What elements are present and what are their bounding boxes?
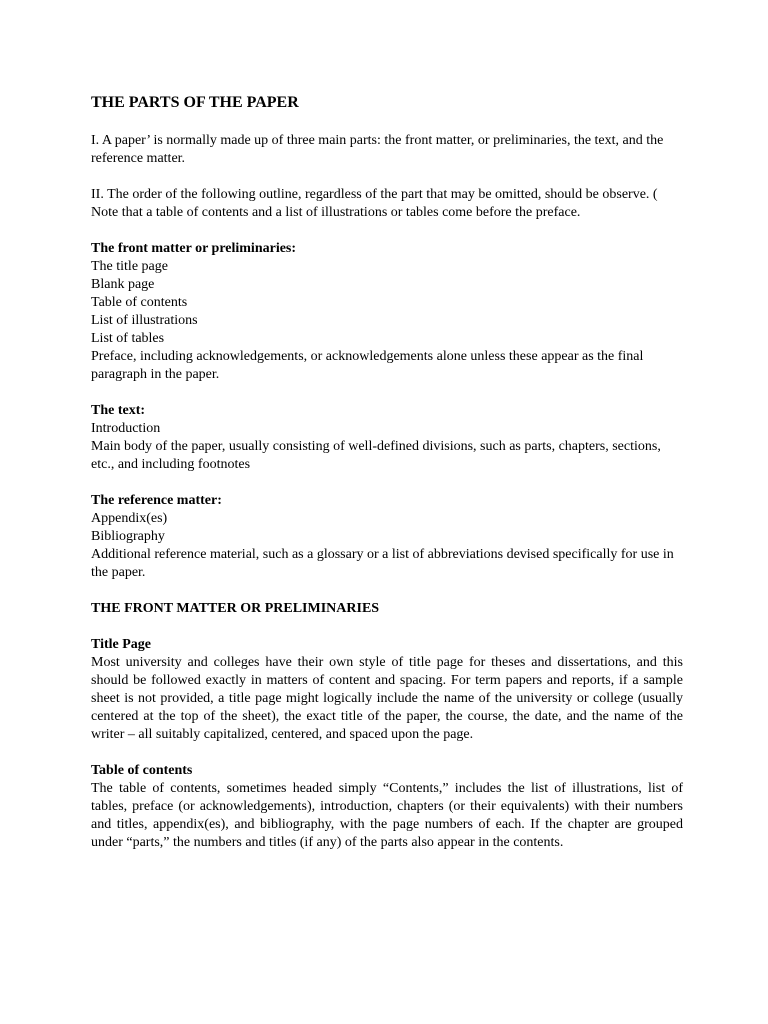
text-section-item: Main body of the paper, usually consisting of well-defined divisions, such as parts, chapters, sections, etc., and including footnotes [91,439,661,472]
title-page-section [91,636,683,744]
reference-matter-item: Bibliography [91,529,165,544]
front-matter-section [91,240,683,384]
table-of-contents-section [91,762,683,852]
reference-matter-section [91,492,683,582]
text-section [91,402,683,474]
front-matter-heading: The front matter or preliminaries: [91,241,297,256]
title-page-body: Most university and colleges have their own style of title page for theses and dissertations, and this should be followed exactly in matters of content and spacing. For term papers and reports, if a sample sheet is not provided, a title page might logically include the name of the university or college (usually centered at the top of the sheet), the exact title of the paper, the course, the date, and the name of the writer – all suitably capitalized, centered, and spaced upon the page. [91,655,683,742]
front-matter-item: Preface, including acknowledgements, or acknowledgements alone unless these appear as the final paragraph in the paper. [91,349,644,382]
front-matter-item: List of illustrations [91,313,198,328]
front-matter-item: Table of contents [91,295,188,310]
table-of-contents-heading: Table of contents [91,763,193,778]
front-matter-item: The title page [91,259,168,274]
reference-matter-item: Appendix(es) [91,511,168,526]
text-section-item: Introduction [91,421,161,436]
document-page [91,93,683,870]
intro-paragraph-1: I. A paper’ is normally made up of three main parts: the front matter, or preliminaries, the text, and the reference matter. [91,133,664,166]
front-matter-item: List of tables [91,331,165,346]
table-of-contents-body: The table of contents, sometimes headed simply “Contents,” includes the list of illustrations, list of tables, preface (or acknowledgements), introduction, chapters (or their equivalents) with their numbers and titles, appendix(es), and bibliography, with the page numbers of each. If the chapter are grouped under “parts,” the numbers and titles (if any) of the parts also appear in the contents. [91,781,683,850]
text-section-heading: The text: [91,403,146,418]
reference-matter-item: Additional reference material, such as a glossary or a list of abbreviations devised specifically for use in the paper. [91,547,674,580]
reference-matter-heading: The reference matter: [91,493,222,508]
front-matter-item: Blank page [91,277,155,292]
intro-paragraph-2: II. The order of the following outline, regardless of the part that may be omitted, should be observe. ( Note that a table of contents and a list of illustrations or tables come before the preface. [91,187,658,220]
section-2-title: THE FRONT MATTER OR PRELIMINARIES [91,601,380,616]
document-title: THE PARTS OF THE PAPER [91,94,299,111]
title-page-heading: Title Page [91,637,152,652]
